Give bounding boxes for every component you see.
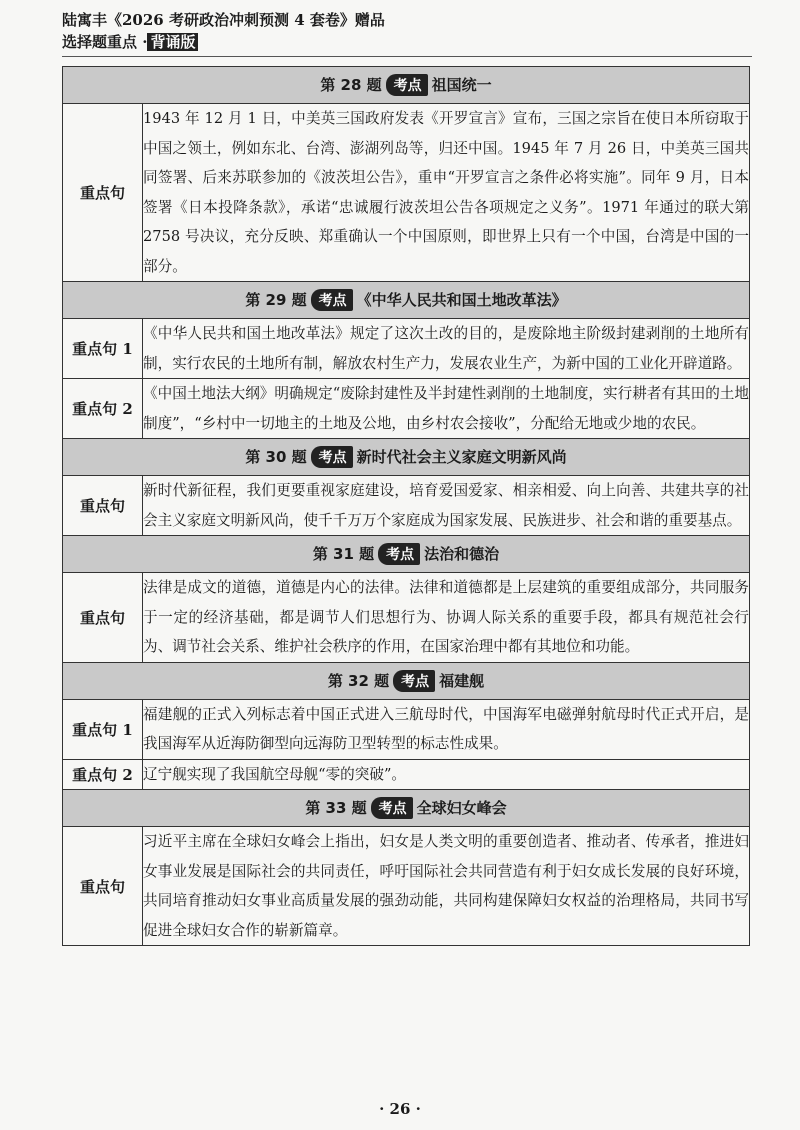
key-sentence-text: 福建舰的正式入列标志着中国正式进入三航母时代，中国海军电磁弹射航母时代正式开启，是我国海军从近海防御型向远海防卫型转型的标志性成果。 xyxy=(143,699,750,759)
section-banner xyxy=(63,790,750,827)
section-banner-row xyxy=(63,439,750,476)
topic-tag: 考点 xyxy=(386,74,428,96)
book-title: 陆寓丰《2026 考研政治冲刺预测 4 套卷》赠品 xyxy=(62,11,385,29)
topic-tag: 考点 xyxy=(371,797,413,819)
section-banner xyxy=(63,536,750,573)
key-sentence-row xyxy=(63,759,750,790)
key-sentence-label: 重点句 1 xyxy=(63,699,143,759)
question-number: 第 28 题 xyxy=(320,76,382,94)
key-sentence-label: 重点句 xyxy=(63,476,143,536)
subtitle-prefix: 选择题重点 · xyxy=(62,33,148,51)
key-sentence-text: 《中华人民共和国土地改革法》规定了这次土改的目的，是废除地主阶级封建剥削的土地所有制，实行农民的土地所有制，解放农村生产力，发展农业生产，为新中国的工业化开辟道路。 xyxy=(143,319,750,379)
page-number: · 26 · xyxy=(379,1100,421,1118)
key-sentence-text: 辽宁舰实现了我国航空母舰“零的突破”。 xyxy=(143,759,750,790)
key-sentence-label: 重点句 xyxy=(63,104,143,282)
header-divider xyxy=(62,56,752,57)
key-sentence-row xyxy=(63,319,750,379)
key-points-table xyxy=(62,66,750,946)
section-banner-row xyxy=(63,67,750,104)
topic-title: 《中华人民共和国土地改革法》 xyxy=(356,291,567,309)
key-sentence-label: 重点句 1 xyxy=(63,319,143,379)
topic-title: 祖国统一 xyxy=(431,76,492,94)
question-number: 第 33 题 xyxy=(305,799,367,817)
key-sentence-row xyxy=(63,827,750,946)
section-banner-row xyxy=(63,282,750,319)
topic-title: 法治和德治 xyxy=(424,545,500,563)
key-sentence-text: 《中国土地法大纲》明确规定“废除封建性及半封建性剥削的土地制度，实行耕者有其田的土地制度”，“乡村中一切地主的土地及公地，由乡村农会接收”，分配给无地或少地的农民。 xyxy=(143,379,750,439)
key-sentence-label: 重点句 2 xyxy=(63,759,143,790)
section-subtitle xyxy=(62,32,752,52)
key-sentence-text: 习近平主席在全球妇女峰会上指出，妇女是人类文明的重要创造者、推动者、传承者，推进妇女事业发展是国际社会的共同责任，呼吁国际社会共同营造有利于妇女成长发展的良好环境，共同培育推动妇女事业高质量发展的强劲动能，共同构建保障妇女权益的治理格局，共同书写促进全球妇女合作的崭新篇章。 xyxy=(143,827,750,946)
key-sentence-row xyxy=(63,379,750,439)
topic-title: 新时代社会主义家庭文明新风尚 xyxy=(356,448,567,466)
key-sentence-text: 1943 年 12 月 1 日，中美英三国政府发表《开罗宣言》宣布，三国之宗旨在使日本所窃取于中国之领土，例如东北、台湾、澎湖列岛等，归还中国。1945 年 7 月 26 日，中美英三国共同签署、后来苏联参加的《波茨坦公告》，重申“开罗宣言之条件必将实施”。同年 9 月，日本签署《日本投降条款》，承诺“忠诚履行波茨坦公告各项规定之义务”。1971 年通过的联大第 2758 号决议，充分反映、郑重确认一个中国原则，即世界上只有一个中国，台湾是中国的一部分。 xyxy=(143,104,750,282)
key-sentence-label: 重点句 2 xyxy=(63,379,143,439)
section-banner xyxy=(63,67,750,104)
edition-badge: 背诵版 xyxy=(147,33,198,51)
key-sentence-row xyxy=(63,699,750,759)
section-banner-row xyxy=(63,662,750,699)
key-sentence-label: 重点句 xyxy=(63,827,143,946)
section-banner-row xyxy=(63,536,750,573)
key-sentence-text: 法律是成文的道德，道德是内心的法律。法律和道德都是上层建筑的重要组成部分，共同服务于一定的经济基础，都是调节人们思想行为、协调人际关系的重要手段，都具有规范社会行为、调节社会关系、维护社会秩序的作用，在国家治理中都有其地位和功能。 xyxy=(143,573,750,663)
section-banner-row xyxy=(63,790,750,827)
topic-tag: 考点 xyxy=(378,543,420,565)
key-sentence-row xyxy=(63,573,750,663)
key-sentence-row xyxy=(63,104,750,282)
topic-title: 全球妇女峰会 xyxy=(416,799,507,817)
question-number: 第 31 题 xyxy=(312,545,375,563)
page-header xyxy=(62,10,752,52)
topic-tag: 考点 xyxy=(393,670,435,692)
question-number: 第 29 题 xyxy=(245,291,307,309)
topic-tag: 考点 xyxy=(311,446,353,468)
section-banner xyxy=(63,662,750,699)
topic-title: 福建舰 xyxy=(439,671,485,690)
section-banner xyxy=(63,282,750,319)
key-sentence-text: 新时代新征程，我们更要重视家庭建设，培育爱国爱家、相亲相爱、向上向善、共建共享的社会主义家庭文明新风尚，使千千万万个家庭成为国家发展、民族进步、社会和谐的重要基点。 xyxy=(143,476,750,536)
section-banner xyxy=(63,439,750,476)
question-number: 第 32 题 xyxy=(327,671,390,690)
question-number: 第 30 题 xyxy=(245,448,307,466)
key-sentence-label: 重点句 xyxy=(63,573,143,663)
key-sentence-row xyxy=(63,476,750,536)
topic-tag: 考点 xyxy=(311,289,353,311)
